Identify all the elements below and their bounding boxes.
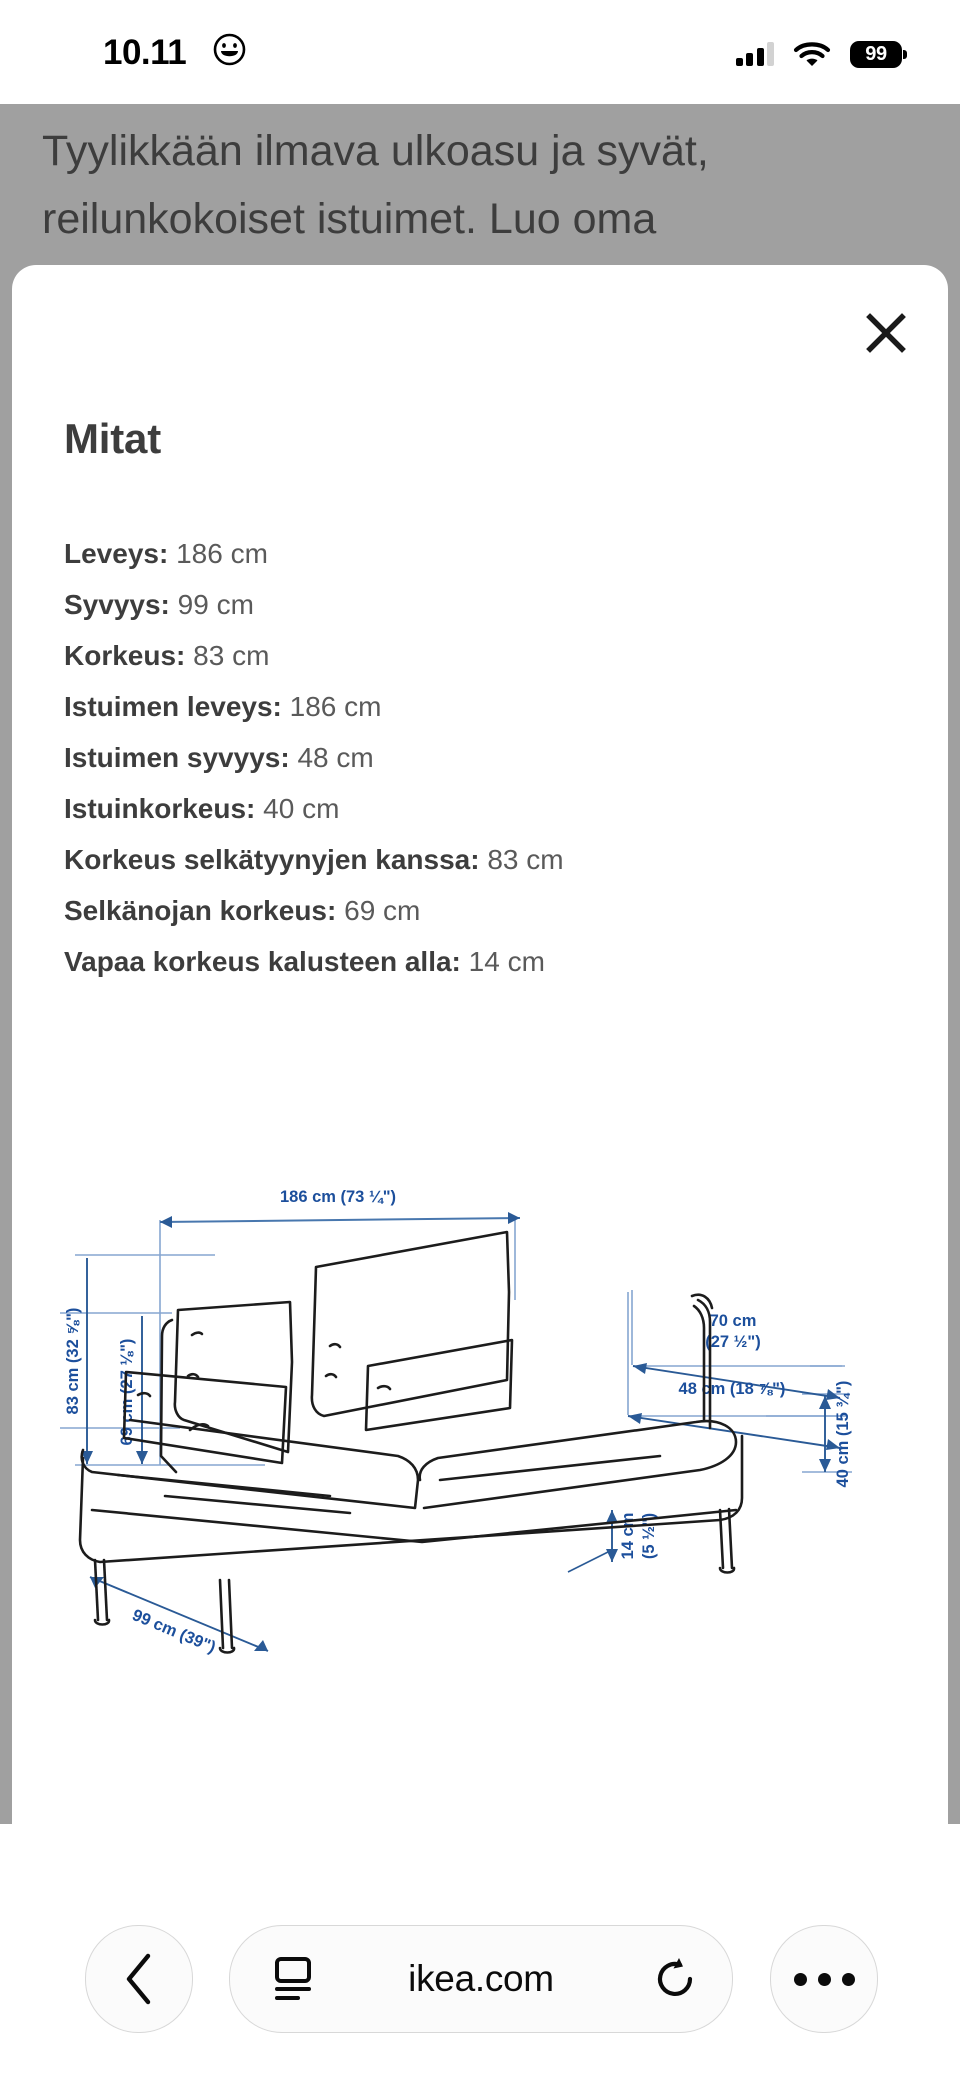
spec-value: 40 cm: [263, 793, 340, 824]
ellipsis-dot: [842, 1973, 855, 1986]
spec-value: 83 cm: [193, 640, 270, 671]
label-clearance-14-inch: (5 ½"): [640, 1512, 658, 1560]
spec-key: Leveys:: [64, 538, 169, 569]
dimension-99cm: [90, 1577, 268, 1657]
spec-value: 14 cm: [468, 946, 545, 977]
spec-value: 69 cm: [344, 895, 421, 926]
dimension-drawing-svg: [20, 1180, 920, 1700]
close-modal-button[interactable]: [860, 307, 912, 359]
spec-row: [64, 681, 884, 732]
product-description-text: [42, 117, 922, 253]
spec-row: [64, 732, 884, 783]
spec-key: Selkänojan korkeus:: [64, 895, 337, 926]
sofa-seat-right-crease: [440, 1456, 660, 1480]
label-height-83: 83 cm (32 ⅝"): [64, 1307, 82, 1415]
label-depth-99: 99 cm (39"): [129, 1606, 219, 1657]
spec-row: [64, 783, 884, 834]
sofa-back-cushion-right-fold2: [326, 1374, 336, 1377]
sofa-left-armrest: [161, 1320, 176, 1472]
smiley-icon-svg: [213, 33, 246, 66]
battery-icon: [850, 41, 902, 68]
ellipsis-dot: [794, 1973, 807, 1986]
sofa-seat-left-crease: [118, 1475, 330, 1496]
spec-value: 99 cm: [177, 589, 254, 620]
sofa-throw-pillow-left: [124, 1372, 286, 1463]
sofa-back-cushion-left-fold: [192, 1333, 202, 1335]
wifi-icon: [793, 41, 831, 68]
label-width-top: 186 cm (73 ¼"): [279, 1188, 397, 1206]
sofa-back-cushion-left-fold2: [188, 1374, 198, 1377]
dimensions-spec-list: [64, 528, 884, 987]
spec-value: 186 cm: [289, 691, 382, 722]
modal-title: Mitat: [64, 415, 161, 462]
back-button[interactable]: [85, 1925, 193, 2033]
label-clearance-14: 14 cm: [619, 1512, 637, 1560]
label-seat-height-40: 40 cm (15 ¾"): [834, 1380, 852, 1488]
spec-row: [64, 936, 884, 987]
sofa-throw-pillow-left-fold: [138, 1393, 150, 1396]
dimension-83cm: [64, 1258, 93, 1464]
spec-key: Korkeus selkätyynyjen kanssa:: [64, 844, 480, 875]
reload-icon: [652, 1956, 698, 2002]
spec-row: [64, 630, 884, 681]
battery-level-text: 99: [865, 42, 887, 65]
spec-key: Vapaa korkeus kalusteen alla:: [64, 946, 461, 977]
status-bar-time: 10.11: [103, 33, 187, 72]
spec-value: 83 cm: [487, 844, 564, 875]
browser-toolbar: [0, 1895, 960, 2081]
ellipsis-dot: [818, 1973, 831, 1986]
sofa-right-arm-inner: [694, 1306, 704, 1420]
sofa-back-cushion-right-fold: [330, 1344, 340, 1347]
address-bar[interactable]: [229, 1925, 733, 2033]
spec-key: Istuinkorkeus:: [64, 793, 256, 824]
reload-button[interactable]: [652, 1956, 698, 2007]
address-bar-url: ikea.com: [408, 1958, 554, 1999]
label-seat-depth-48: 48 cm (18 ⅞"): [678, 1380, 786, 1398]
spec-value: 48 cm: [297, 742, 374, 773]
smiley-face-icon: [213, 33, 246, 74]
label-depth-70-line2: (27 ½"): [705, 1333, 761, 1351]
cellular-signal-icon: [736, 42, 775, 66]
label-depth-70-line1: 70 cm: [709, 1312, 757, 1330]
status-bar: [0, 0, 960, 104]
sofa-back-cushion-right: [312, 1232, 509, 1416]
sofa-throw-pillow-right-fold: [378, 1386, 390, 1389]
spec-row: [64, 528, 884, 579]
status-bar-indicators: [736, 38, 903, 70]
close-icon: [860, 307, 912, 359]
sofa-throw-pillow-right: [366, 1340, 512, 1430]
chevron-left-icon: [120, 1951, 158, 2007]
sofa-dimension-diagram: [20, 1180, 920, 1700]
product-description-line-2: reilunkokoiset istuimet. Luo oma: [42, 195, 657, 243]
sofa-line-art: [80, 1232, 742, 1653]
spec-value: 186 cm: [176, 538, 268, 569]
spec-key: Istuimen syvyys:: [64, 742, 290, 773]
label-back-height-69: 69 cm (27 ⅛"): [118, 1338, 136, 1446]
more-options-button[interactable]: [770, 1925, 878, 2033]
product-description-line-1: Tyylikkään ilmava ulkoasu ja syvät,: [42, 127, 709, 175]
spec-row: [64, 885, 884, 936]
spec-row: [64, 834, 884, 885]
spec-key: Istuimen leveys:: [64, 691, 282, 722]
spec-row: [64, 579, 884, 630]
dimension-48cm: [628, 1380, 840, 1450]
spec-key: Syvyys:: [64, 589, 170, 620]
dimension-186cm: [160, 1188, 520, 1228]
spec-key: Korkeus:: [64, 640, 186, 671]
